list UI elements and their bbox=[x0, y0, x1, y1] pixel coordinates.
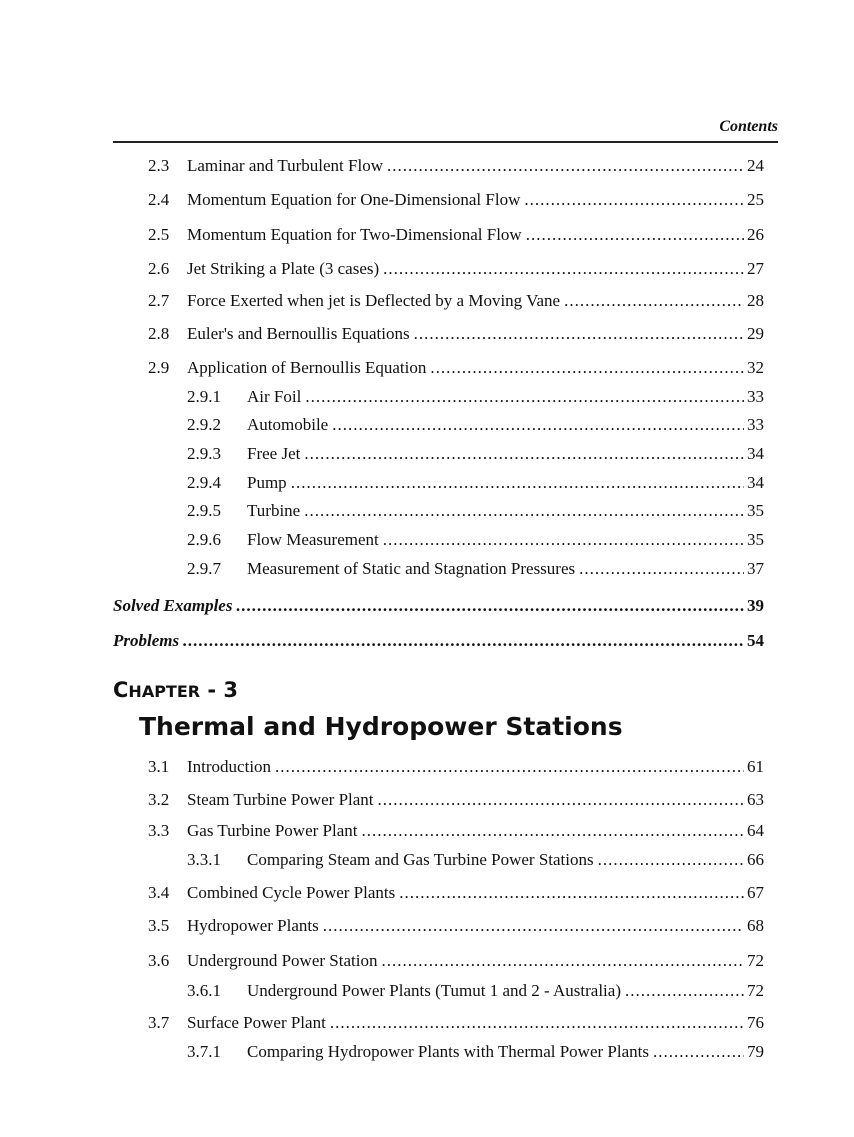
dot-leader bbox=[399, 882, 744, 904]
entry-number: 3.5 bbox=[148, 916, 170, 935]
dot-leader bbox=[361, 820, 744, 842]
dot-leader bbox=[625, 980, 744, 1002]
entry-page: 24 bbox=[747, 156, 764, 175]
entry-number: 2.9.4 bbox=[187, 473, 221, 492]
dot-leader bbox=[323, 915, 744, 937]
dot-leader bbox=[381, 950, 744, 972]
entry-title: Underground Power Station bbox=[187, 951, 378, 970]
entry-page: 54 bbox=[747, 631, 764, 650]
entry-page: 37 bbox=[747, 559, 764, 578]
entry-number: 3.2 bbox=[148, 790, 170, 809]
entry-title: Introduction bbox=[187, 757, 272, 776]
toc-entry[interactable] bbox=[0, 756, 854, 778]
entry-number: 3.7 bbox=[148, 1013, 170, 1032]
toc-entry[interactable] bbox=[0, 630, 854, 652]
toc-entry[interactable] bbox=[0, 472, 854, 494]
entry-number: 2.9.6 bbox=[187, 530, 221, 549]
entry-number: 2.9.7 bbox=[187, 559, 221, 578]
toc-entry[interactable] bbox=[0, 323, 854, 345]
toc-entry[interactable] bbox=[0, 290, 854, 312]
dot-leader bbox=[183, 630, 744, 652]
chapter-number: - 3 bbox=[207, 678, 239, 702]
entry-number: 2.9 bbox=[148, 358, 170, 377]
entry-title: Comparing Steam and Gas Turbine Power Stations bbox=[247, 850, 594, 869]
entry-page: 67 bbox=[747, 883, 764, 902]
entry-number: 2.6 bbox=[148, 259, 170, 278]
entry-number: 3.3 bbox=[148, 821, 170, 840]
dot-leader bbox=[275, 756, 744, 778]
entry-page: 26 bbox=[747, 225, 764, 244]
dot-leader bbox=[653, 1041, 744, 1063]
entry-page: 72 bbox=[747, 951, 764, 970]
entry-number: 2.9.3 bbox=[187, 444, 221, 463]
entry-page: 64 bbox=[747, 821, 764, 840]
entry-number: 2.9.5 bbox=[187, 501, 221, 520]
entry-page: 34 bbox=[747, 473, 764, 492]
chapter-title: Thermal and Hydropower Stations bbox=[139, 712, 623, 741]
header-rule bbox=[113, 141, 778, 143]
toc-entry[interactable] bbox=[0, 950, 854, 972]
entry-page: 34 bbox=[747, 444, 764, 463]
entry-title: Solved Examples bbox=[113, 596, 233, 615]
entry-page: 72 bbox=[747, 981, 764, 1000]
entry-number: 3.4 bbox=[148, 883, 170, 902]
toc-entry[interactable] bbox=[0, 980, 854, 1002]
entry-title: Combined Cycle Power Plants bbox=[187, 883, 396, 902]
toc-entry[interactable] bbox=[0, 789, 854, 811]
entry-page: 35 bbox=[747, 530, 764, 549]
toc-entry[interactable] bbox=[0, 386, 854, 408]
toc-entry[interactable] bbox=[0, 357, 854, 379]
chapter-label bbox=[113, 678, 238, 702]
toc-entry[interactable] bbox=[0, 849, 854, 871]
entry-title: Laminar and Turbulent Flow bbox=[187, 156, 383, 175]
toc-entry[interactable] bbox=[0, 155, 854, 177]
dot-leader bbox=[387, 155, 744, 177]
entry-title: Underground Power Plants (Tumut 1 and 2 - Australia) bbox=[247, 981, 621, 1000]
entry-title: Turbine bbox=[247, 501, 301, 520]
toc-entry[interactable] bbox=[0, 558, 854, 580]
entry-page: 66 bbox=[747, 850, 764, 869]
running-header: Contents bbox=[719, 118, 778, 135]
dot-leader bbox=[304, 443, 744, 465]
entry-title: Comparing Hydropower Plants with Thermal Power Plants bbox=[247, 1042, 649, 1061]
dot-leader bbox=[383, 258, 744, 280]
dot-leader bbox=[378, 789, 744, 811]
entry-page: 68 bbox=[747, 916, 764, 935]
entry-number: 2.3 bbox=[148, 156, 170, 175]
entry-page: 61 bbox=[747, 757, 764, 776]
chapter-label-initial: C bbox=[113, 678, 129, 702]
entry-title: Momentum Equation for One-Dimensional Flow bbox=[187, 190, 521, 209]
entry-title: Force Exerted when jet is Deflected by a Moving Vane bbox=[187, 291, 561, 310]
toc-entry[interactable] bbox=[0, 595, 854, 617]
dot-leader bbox=[579, 558, 744, 580]
toc-entry[interactable] bbox=[0, 443, 854, 465]
dot-leader bbox=[524, 189, 744, 211]
entry-page: 28 bbox=[747, 291, 764, 310]
entry-page: 33 bbox=[747, 387, 764, 406]
dot-leader bbox=[305, 386, 744, 408]
toc-entry[interactable] bbox=[0, 414, 854, 436]
dot-leader bbox=[291, 472, 744, 494]
entry-title: Free Jet bbox=[247, 444, 301, 463]
dot-leader bbox=[526, 224, 744, 246]
entry-page: 27 bbox=[747, 259, 764, 278]
entry-page: 32 bbox=[747, 358, 764, 377]
entry-title: Steam Turbine Power Plant bbox=[187, 790, 374, 809]
entry-number: 2.9.1 bbox=[187, 387, 221, 406]
entry-number: 3.7.1 bbox=[187, 1042, 221, 1061]
entry-title: Euler's and Bernoullis Equations bbox=[187, 324, 410, 343]
entry-number: 2.9.2 bbox=[187, 415, 221, 434]
entry-page: 79 bbox=[747, 1042, 764, 1061]
entry-page: 29 bbox=[747, 324, 764, 343]
chapter-label-word: HAPTER bbox=[128, 682, 201, 701]
toc-entry[interactable] bbox=[0, 915, 854, 937]
entry-number: 3.1 bbox=[148, 757, 170, 776]
entry-title: Flow Measurement bbox=[247, 530, 379, 549]
entry-title: Pump bbox=[247, 473, 287, 492]
entry-title: Gas Turbine Power Plant bbox=[187, 821, 358, 840]
toc-entry[interactable] bbox=[0, 529, 854, 551]
entry-title: Surface Power Plant bbox=[187, 1013, 326, 1032]
dot-leader bbox=[430, 357, 744, 379]
entry-title: Jet Striking a Plate (3 cases) bbox=[187, 259, 380, 278]
dot-leader bbox=[383, 529, 744, 551]
entry-title: Momentum Equation for Two-Dimensional Flow bbox=[187, 225, 522, 244]
entry-title: Hydropower Plants bbox=[187, 916, 319, 935]
entry-number: 3.3.1 bbox=[187, 850, 221, 869]
entry-page: 39 bbox=[747, 596, 764, 615]
toc-entry[interactable] bbox=[0, 820, 854, 842]
toc-entry[interactable] bbox=[0, 258, 854, 280]
dot-leader bbox=[598, 849, 744, 871]
entry-page: 33 bbox=[747, 415, 764, 434]
entry-page: 35 bbox=[747, 501, 764, 520]
toc-entry[interactable] bbox=[0, 1012, 854, 1034]
dot-leader bbox=[414, 323, 744, 345]
entry-title: Problems bbox=[113, 631, 180, 650]
dot-leader bbox=[304, 500, 744, 522]
toc-entry[interactable] bbox=[0, 500, 854, 522]
entry-number: 3.6.1 bbox=[187, 981, 221, 1000]
dot-leader bbox=[564, 290, 744, 312]
entry-page: 63 bbox=[747, 790, 764, 809]
entry-page: 76 bbox=[747, 1013, 764, 1032]
entry-title: Automobile bbox=[247, 415, 329, 434]
entry-page: 25 bbox=[747, 190, 764, 209]
dot-leader bbox=[330, 1012, 744, 1034]
entry-number: 2.7 bbox=[148, 291, 170, 310]
toc-entry[interactable] bbox=[0, 882, 854, 904]
toc-entry[interactable] bbox=[0, 1041, 854, 1063]
entry-title: Measurement of Static and Stagnation Pressures bbox=[247, 559, 576, 578]
toc-entry[interactable] bbox=[0, 224, 854, 246]
entry-title: Air Foil bbox=[247, 387, 302, 406]
toc-entry[interactable] bbox=[0, 189, 854, 211]
entry-number: 2.4 bbox=[148, 190, 170, 209]
dot-leader bbox=[236, 595, 744, 617]
entry-title: Application of Bernoullis Equation bbox=[187, 358, 427, 377]
entry-number: 2.5 bbox=[148, 225, 170, 244]
entry-number: 2.8 bbox=[148, 324, 170, 343]
entry-number: 3.6 bbox=[148, 951, 170, 970]
dot-leader bbox=[332, 414, 744, 436]
